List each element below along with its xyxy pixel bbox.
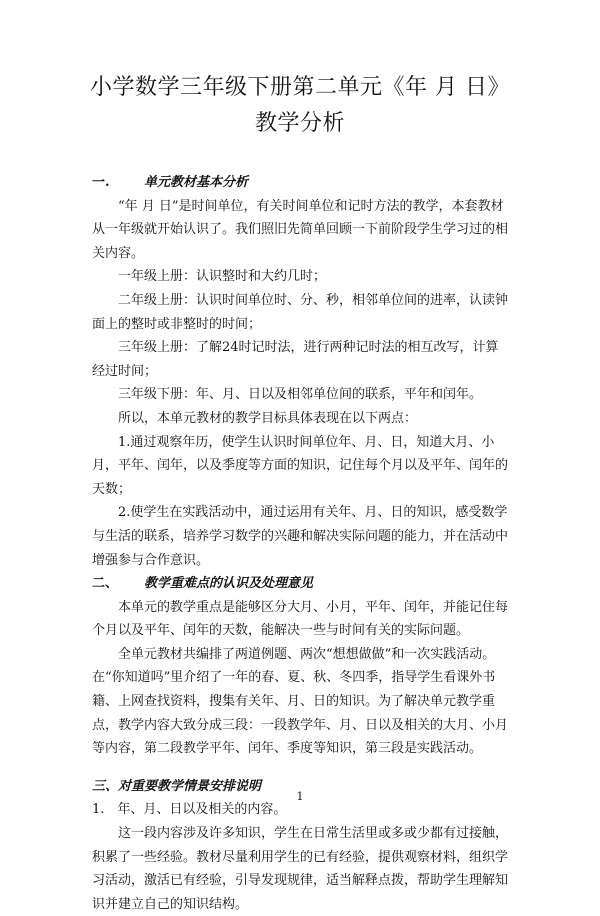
- document-body: [92, 171, 508, 916]
- list-item: 1. 年、月、日以及相关的内容。: [92, 802, 287, 818]
- paragraph: “年 月 日”是时间单位，有关时间单位和记时方法的教学，本套教材从一年级就开始认识了。我们照旧先简单回顾一下前阶段学生学习过的相关内容。: [92, 198, 509, 261]
- document-title: 小学数学三年级下册第二单元《年 月 日》: [90, 75, 510, 100]
- section-number: 一.: [92, 175, 110, 190]
- paragraph: 2.使学生在实践活动中，通过运用有关年、月、日的知识，感受数学与生活的联系，培养学习数学的兴趣和解决实际问题的能力，并在活动中增强参与合作意识。: [92, 505, 509, 568]
- paragraph: 1.通过观察年历，使学生认识时间单位年、月、日，知道大月、小月，平年、闰年，以及季度等方面的知识，记住每个月以及平年、闰年的天数；: [92, 434, 509, 497]
- paragraph: 所以，本单元教材的教学目标具体表现在以下两点：: [118, 410, 418, 426]
- paragraph: 二年级上册：认识时间单位时、分、秒，相邻单位间的进率，认读钟面上的整时或非整时的时间；: [92, 292, 509, 332]
- section-number: 二、: [92, 576, 119, 592]
- section-heading-2: [92, 572, 508, 596]
- paragraph: 一年级上册：认识整时和大约几时；: [118, 269, 327, 285]
- paragraph: 全单元教材共编排了两道例题、两次“想想做做”和一次实践活动。在“你知道吗”里介绍了一年的春、夏、秋、冬四季，指导学生看课外书籍、上网查找资料，搜集有关年、月、日的知识。为了解决单元教学重点，教学内容大致分成三段：一段教学年、月、日以及相关的大月、小月等内容，第二段教学平年、闰年、季度等知识，第三段是实践活动。: [92, 646, 509, 757]
- page-number: 1: [296, 790, 304, 803]
- section-heading-text: 教学重难点的认识及处理意见: [144, 576, 314, 592]
- section-heading-1: [92, 171, 508, 195]
- section-heading-3: 三、对重要教学情景安排说明: [92, 778, 262, 794]
- section-heading-text: 单元教材基本分析: [144, 175, 249, 190]
- paragraph: 本单元的教学重点是能够区分大月、小月，平年、闰年，并能记住每个月以及平年、闰年的天数，能解决一些与时间有关的实际问题。: [92, 599, 509, 639]
- paragraph: 三年级上册：了解24时记时法，进行两种记时法的相互改写，计算经过时间；: [92, 340, 499, 379]
- paragraph: 三年级下册：年、月、日以及相邻单位间的联系，平年和闰年。: [118, 387, 483, 403]
- document-subtitle: 教学分析: [254, 111, 345, 136]
- paragraph: 这一段内容涉及许多知识，学生在日常生活里或多或少都有过接触，积累了一些经验。教材尽量利用学生的已有经验，提供观察材料，组织学习活动，激活已有经验，引导发现规律，适当解释点拨，帮助学生理解知识并建立自己的知识结构。: [92, 826, 509, 912]
